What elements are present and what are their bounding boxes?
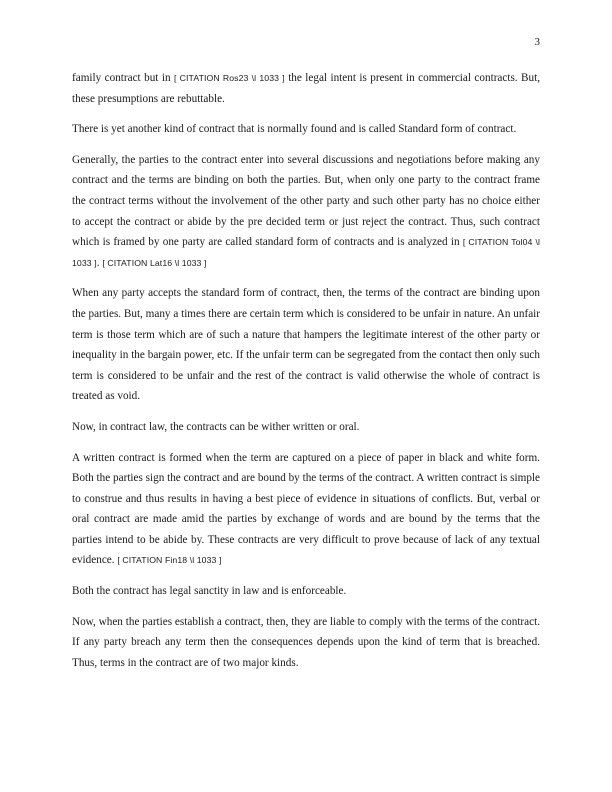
citation-tol04: [ CITATION Tol04 \l 1033 ]: [72, 237, 540, 268]
paragraph-3-text: Generally, the parties to the contract enter into several discussions and negotiations before making any contract and the terms are binding on both the parties. But, when only one party to the contract frame the contract terms without the involvement of the other party and such other party has no choice either to accept the contract or abide by the pre decided term or just reject the contract. Thus, such contract which is framed by one party are called standard form of contracts and is analyzed in: [72, 153, 540, 249]
paragraph-1-text-end: the legal intent is present in commercial contracts. But, these presumptions are rebuttable.: [72, 72, 541, 105]
paragraph-3: [72, 150, 540, 274]
paragraph-3-separator: .: [96, 256, 103, 269]
paragraph-6-text: A written contract is formed when the term are captured on a piece of paper in black and white form. Both the parties sign the contract and are bound by the terms of the contract. A written contract is simple to construe and thus results in having a best piece of evidence in situations of conflicts. But, verbal or oral contract are made amid the parties by exchange of words and are bound by the terms that the parties intend to be abide by. These contracts are very difficult to prove because of lack of any textual evidence.: [72, 451, 540, 567]
paragraph-4: When any party accepts the standard form of contract, then, the terms of the contract are binding upon the parties. But, many a times there are certain term which is considered to be unfair in nature. An unfair term is those term which are of such a nature that hampers the legitimate interest of the other party or inequality in the bargain power, etc. If the unfair term can be segregated from the contact then only such term is considered to be unfair and the rest of the contract is valid otherwise the whole of contract is treated as void.: [72, 287, 540, 403]
document-body: [72, 68, 540, 683]
paragraph-5: Now, in contract law, the contracts can be wither written or oral.: [72, 420, 360, 433]
paragraph-1: [72, 68, 540, 109]
paragraph-6: [72, 448, 540, 572]
citation-lat16: [ CITATION Lat16 \l 1033 ]: [102, 257, 207, 268]
citation-ros23: [ CITATION Ros23 \l 1033 ]: [174, 73, 285, 83]
citation-fin18: [ CITATION Fin18 \l 1033 ]: [117, 555, 222, 566]
page-number: 3: [534, 36, 540, 48]
paragraph-8: Now, when the parties establish a contract, then, they are liable to comply with the terms of the contract. If any party breach any term then the consequences depends upon the kind of term that is breached. Thus, terms in the contract are of two major kinds.: [72, 615, 540, 669]
paragraph-1-text: family contract but in: [72, 72, 174, 84]
paragraph-7: Both the contract has legal sanctity in law and is enforceable.: [72, 585, 347, 598]
paragraph-2: There is yet another kind of contract that is normally found and is called Standard form of contract.: [72, 123, 517, 136]
